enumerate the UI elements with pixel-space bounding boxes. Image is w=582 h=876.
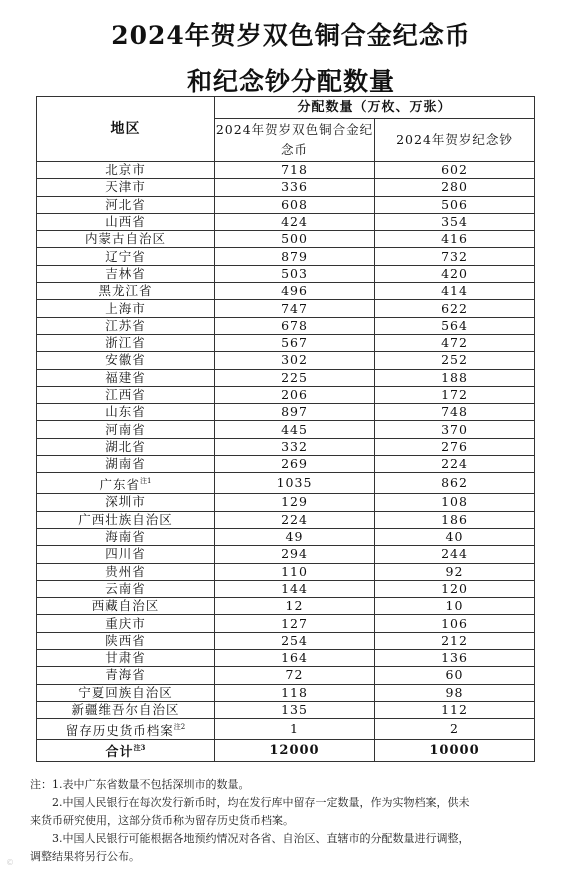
total-banknote-value: 10000 — [375, 740, 535, 762]
region-cell: 宁夏回族自治区 — [37, 684, 215, 701]
table-row — [37, 248, 535, 265]
coin-value-cell: 294 — [215, 546, 375, 563]
region-cell: 四川省 — [37, 546, 215, 563]
coin-value-cell: 127 — [215, 615, 375, 632]
table-row — [37, 179, 535, 196]
total-row — [37, 740, 535, 762]
coin-value-cell: 110 — [215, 563, 375, 580]
banknote-value-cell: 420 — [375, 265, 535, 282]
table-row — [37, 317, 535, 334]
banknote-value-cell: 280 — [375, 179, 535, 196]
coin-value-cell: 1 — [215, 719, 375, 740]
banknote-value-cell: 10 — [375, 598, 535, 615]
banknote-value-cell: 112 — [375, 701, 535, 718]
banknote-value-cell: 40 — [375, 528, 535, 545]
coin-value-cell: 424 — [215, 213, 375, 230]
footnote-3-line-2: 调整结果将另行公布。 — [30, 850, 140, 863]
banknote-value-cell: 370 — [375, 421, 535, 438]
banknote-value-cell: 60 — [375, 667, 535, 684]
region-cell: 深圳市 — [37, 494, 215, 511]
table-row — [37, 684, 535, 701]
table-row — [37, 615, 535, 632]
banknote-value-cell: 622 — [375, 300, 535, 317]
coin-value-cell: 49 — [215, 528, 375, 545]
table-row — [37, 386, 535, 403]
coin-value-cell: 608 — [215, 196, 375, 213]
banknote-value-cell: 354 — [375, 213, 535, 230]
table-row — [37, 369, 535, 386]
coin-value-cell: 135 — [215, 701, 375, 718]
table-row — [37, 719, 535, 740]
table-row — [37, 580, 535, 597]
footnote-mark: 注1 — [140, 477, 152, 486]
coin-value-cell: 503 — [215, 265, 375, 282]
coin-value-cell: 206 — [215, 386, 375, 403]
footnote-3-line-1: 3.中国人民银行可能根据各地预约情况对各省、自治区、直辖市的分配数量进行调整， — [52, 832, 470, 845]
coin-value-cell: 224 — [215, 511, 375, 528]
region-cell: 甘肃省 — [37, 650, 215, 667]
banknote-value-cell: 212 — [375, 632, 535, 649]
region-cell: 湖南省 — [37, 456, 215, 473]
footnote-mark: 注2 — [173, 723, 186, 732]
coin-value-cell: 164 — [215, 650, 375, 667]
banknote-value-cell: 98 — [375, 684, 535, 701]
banknote-value-cell: 414 — [375, 283, 535, 300]
total-coin-value: 12000 — [215, 740, 375, 762]
banknote-value-cell: 172 — [375, 386, 535, 403]
table-body — [37, 162, 535, 740]
coin-value-cell: 1035 — [215, 473, 375, 494]
banknote-value-cell: 136 — [375, 650, 535, 667]
region-cell: 吉林省 — [37, 265, 215, 282]
banknote-value-cell: 92 — [375, 563, 535, 580]
table-row — [37, 231, 535, 248]
region-cell: 留存历史货币档案$^{注2}$ — [37, 719, 215, 740]
banknote-value-cell: 244 — [375, 546, 535, 563]
region-cell: 青海省 — [37, 667, 215, 684]
banknote-value-cell: 106 — [375, 615, 535, 632]
page-title-line-1: 2024年贺岁双色铜合金纪念币 — [111, 21, 471, 50]
coin-value-cell: 129 — [215, 494, 375, 511]
coin-column-header: 2024年贺岁双色铜合金纪念币 — [215, 119, 375, 162]
coin-value-cell: 747 — [215, 300, 375, 317]
region-cell: 上海市 — [37, 300, 215, 317]
region-cell: 贵州省 — [37, 563, 215, 580]
banknote-value-cell: 732 — [375, 248, 535, 265]
table-row — [37, 701, 535, 718]
table-row — [37, 213, 535, 230]
banknote-column-header: 2024年贺岁纪念钞 — [375, 119, 535, 162]
coin-value-cell: 678 — [215, 317, 375, 334]
watermark-logo: © — [6, 858, 14, 867]
banknote-value-cell: 416 — [375, 231, 535, 248]
footnotes — [30, 776, 570, 866]
region-cell: 云南省 — [37, 580, 215, 597]
table-row — [37, 421, 535, 438]
total-footnote-mark: 注3 — [133, 743, 146, 753]
footnote-2-line-1: 2.中国人民银行在每次发行新币时，均在发行库中留存一定数量，作为实物档案，供未 — [52, 796, 470, 809]
table-row — [37, 162, 535, 179]
total-label: 合计$^{注3}$ — [37, 740, 215, 762]
region-cell: 广西壮族自治区 — [37, 511, 215, 528]
coin-value-cell: 445 — [215, 421, 375, 438]
coin-value-cell: 496 — [215, 283, 375, 300]
table-row — [37, 196, 535, 213]
table-row — [37, 494, 535, 511]
region-cell: 江西省 — [37, 386, 215, 403]
coin-value-cell: 567 — [215, 334, 375, 351]
region-cell: 辽宁省 — [37, 248, 215, 265]
coin-value-cell: 118 — [215, 684, 375, 701]
region-cell: 重庆市 — [37, 615, 215, 632]
region-column-header: 地区 — [37, 97, 215, 162]
banknote-value-cell: 472 — [375, 334, 535, 351]
coin-value-cell: 144 — [215, 580, 375, 597]
region-cell: 广东省$^{注1}$ — [37, 473, 215, 494]
table-row — [37, 528, 535, 545]
table-row — [37, 632, 535, 649]
region-cell: 浙江省 — [37, 334, 215, 351]
banknote-value-cell: 120 — [375, 580, 535, 597]
footnote-2-line-2: 来货币研究使用，这部分货币称为留存历史货币档案。 — [30, 814, 294, 827]
banknote-value-cell: 748 — [375, 404, 535, 421]
banknote-value-cell: 224 — [375, 456, 535, 473]
coin-value-cell: 879 — [215, 248, 375, 265]
region-cell: 内蒙古自治区 — [37, 231, 215, 248]
banknote-value-cell: 186 — [375, 511, 535, 528]
region-cell: 海南省 — [37, 528, 215, 545]
table-row — [37, 563, 535, 580]
region-cell: 黑龙江省 — [37, 283, 215, 300]
table-row — [37, 456, 535, 473]
page-title-line-2: 和纪念钞分配数量 — [186, 67, 395, 96]
region-cell: 福建省 — [37, 369, 215, 386]
region-cell: 河北省 — [37, 196, 215, 213]
table-row — [37, 334, 535, 351]
coin-value-cell: 332 — [215, 438, 375, 455]
coin-value-cell: 718 — [215, 162, 375, 179]
region-cell: 山西省 — [37, 213, 215, 230]
region-cell: 江苏省 — [37, 317, 215, 334]
table-row — [37, 352, 535, 369]
region-cell: 陕西省 — [37, 632, 215, 649]
table-row — [37, 404, 535, 421]
region-cell: 安徽省 — [37, 352, 215, 369]
banknote-value-cell: 188 — [375, 369, 535, 386]
region-cell: 西藏自治区 — [37, 598, 215, 615]
region-cell: 山东省 — [37, 404, 215, 421]
coin-value-cell: 225 — [215, 369, 375, 386]
banknote-value-cell: 602 — [375, 162, 535, 179]
region-cell: 新疆维吾尔自治区 — [37, 701, 215, 718]
region-cell: 河南省 — [37, 421, 215, 438]
banknote-value-cell: 2 — [375, 719, 535, 740]
table-row — [37, 438, 535, 455]
coin-value-cell: 302 — [215, 352, 375, 369]
table-row — [37, 650, 535, 667]
table-row — [37, 511, 535, 528]
table-row — [37, 265, 535, 282]
coin-value-cell: 897 — [215, 404, 375, 421]
coin-value-cell: 336 — [215, 179, 375, 196]
banknote-value-cell: 252 — [375, 352, 535, 369]
region-cell: 湖北省 — [37, 438, 215, 455]
table-row — [37, 473, 535, 494]
table-row — [37, 546, 535, 563]
region-cell: 北京市 — [37, 162, 215, 179]
banknote-value-cell: 506 — [375, 196, 535, 213]
allocation-table — [36, 96, 535, 762]
coin-value-cell: 500 — [215, 231, 375, 248]
banknote-value-cell: 276 — [375, 438, 535, 455]
table-row — [37, 300, 535, 317]
banknote-value-cell: 108 — [375, 494, 535, 511]
region-cell: 天津市 — [37, 179, 215, 196]
coin-value-cell: 254 — [215, 632, 375, 649]
table-row — [37, 598, 535, 615]
coin-value-cell: 72 — [215, 667, 375, 684]
table-row — [37, 283, 535, 300]
banknote-value-cell: 564 — [375, 317, 535, 334]
table-row — [37, 667, 535, 684]
coin-value-cell: 269 — [215, 456, 375, 473]
footnote-1: 注：1.表中广东省数量不包括深圳市的数量。 — [30, 778, 250, 791]
banknote-value-cell: 862 — [375, 473, 535, 494]
quantity-column-header: 分配数量（万枚、万张） — [215, 97, 535, 119]
coin-value-cell: 12 — [215, 598, 375, 615]
